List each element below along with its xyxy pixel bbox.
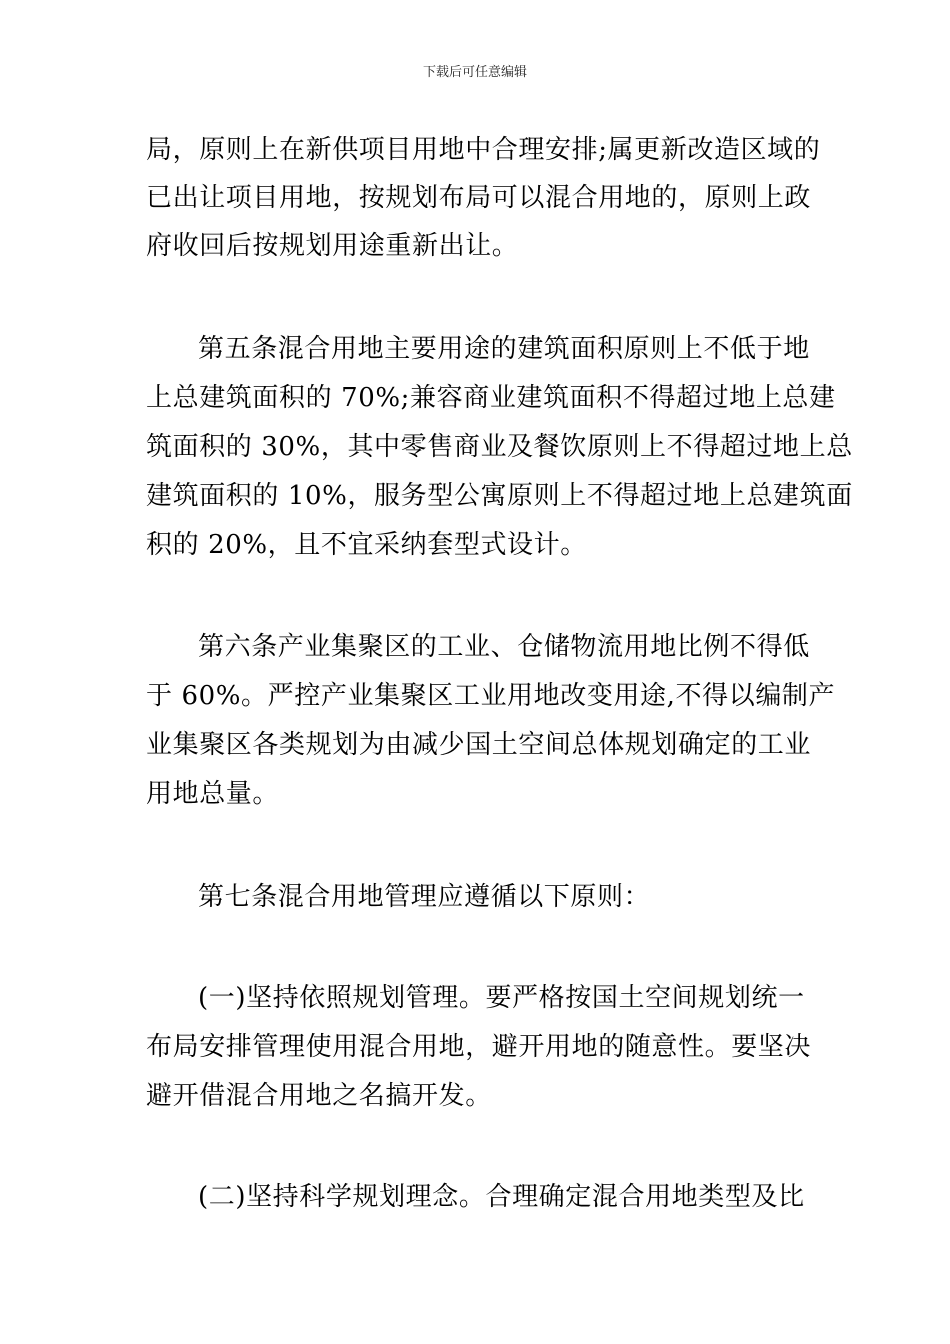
text-line: 避开借混合用地之名搞开发。 [146,1081,492,1111]
text-line: 第六条产业集聚区的工业、仓储物流用地比例不得低 [198,632,810,662]
text-line: 上总建筑面积的 70%;兼容商业建筑面积不得超过地上总建 [146,383,836,413]
text-line: 于 60%。严控产业集聚区工业用地改变用途,不得以编制产 [146,681,836,711]
text-line: 已出让项目用地，按规划布局可以混合用地的，原则上政 [146,183,812,213]
text-line: 第七条混合用地管理应遵循以下原则： [198,882,651,912]
text-line: 局，原则上在新供项目用地中合理安排;属更新改造区域的 [146,135,821,165]
text-line: 布局安排管理使用混合用地，避开用地的随意性。要坚决 [146,1032,812,1062]
text-line: 第五条混合用地主要用途的建筑面积原则上不低于地 [198,334,810,364]
text-line: 府收回后按规划用途重新出让。 [146,231,519,261]
text-line: 用地总量。 [146,779,280,809]
text-line: 积的 20%，且不宜采纳套型式设计。 [146,530,587,560]
text-line: 建筑面积的 10%，服务型公寓原则上不得超过地上总建筑面 [146,481,853,511]
text-line: 业集聚区各类规划为由减少国土空间总体规划确定的工业 [146,730,812,760]
text-line: (一)坚持依照规划管理。要严格按国土空间规划统一 [198,983,805,1013]
text-line: 筑面积的 30%，其中零售商业及餐饮原则上不得超过地上总 [146,432,853,462]
page-header-note: 下载后可任意编辑 [422,65,527,80]
text-line: (二)坚持科学规划理念。合理确定混合用地类型及比 [198,1182,805,1212]
